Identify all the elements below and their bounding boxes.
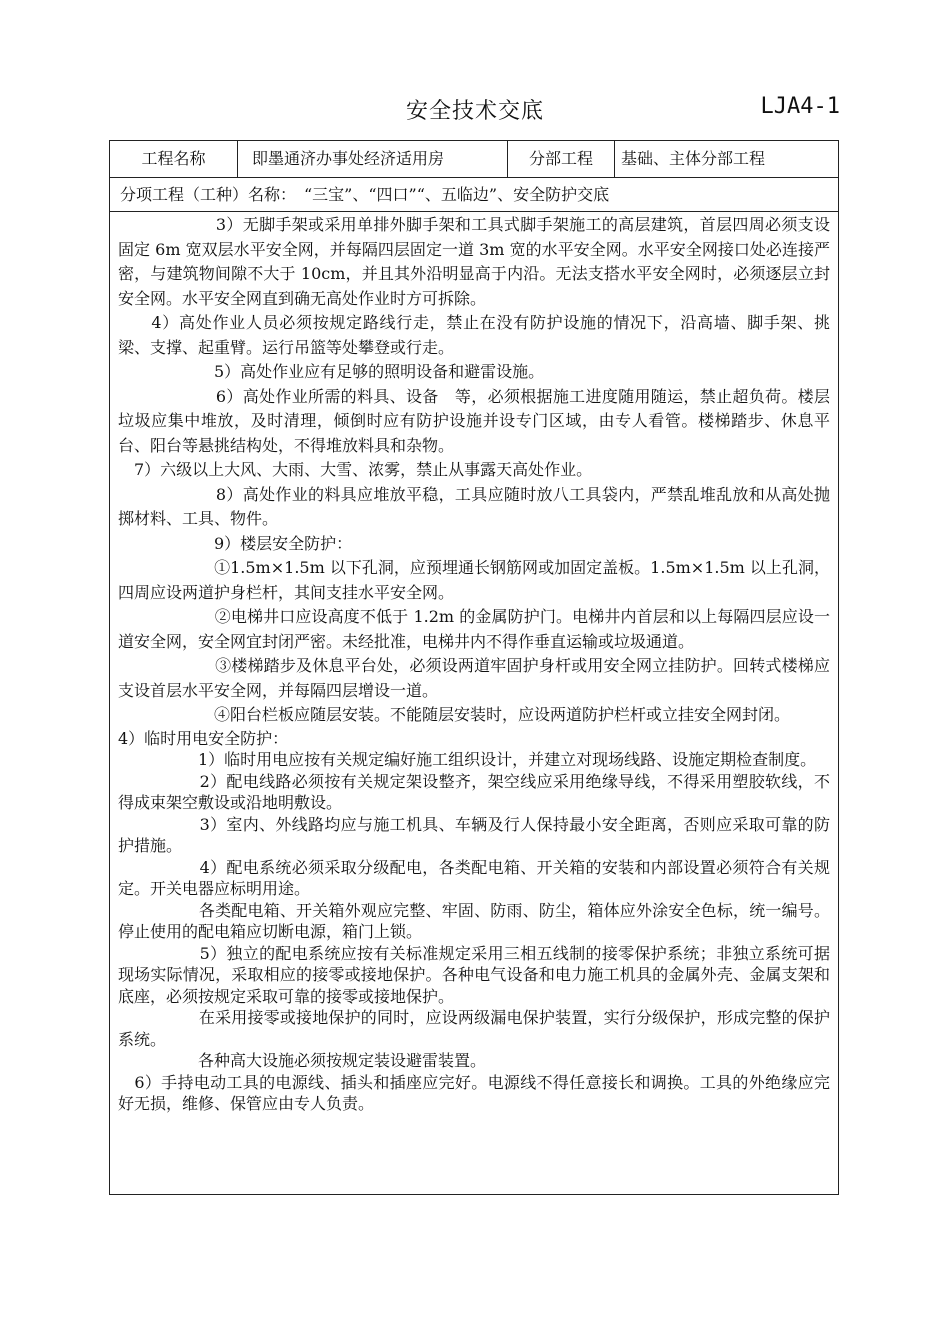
paragraph: 8）高处作业的料具应堆放平稳，工具应随时放八工具袋内，严禁乱堆乱放和从高处抛掷材料、工具、物件。 — [118, 484, 830, 528]
subproject-value: 基础、主体分部工程 — [621, 149, 766, 168]
subproject-label: 分部工程 — [508, 141, 615, 177]
paragraph: 6）高处作业所需的料具、设备 等，必须根据施工进度随用随运，禁止超负荷。楼层垃圾应集中堆放，及时清理，倾倒时应有防护设施并设专门区域，由专人看管。楼梯踏步、休息平台、阳台等悬挑结构处，不得堆放料具和杂物。 — [118, 386, 830, 455]
project-name-value: 即墨通济办事处经济适用房 — [238, 141, 508, 177]
paragraph: 各类配电箱、开关箱外观应完整、牢固、防雨、防尘，箱体应外涂安全色标，统一编号。停止使用的配电箱应切断电源，箱门上锁。 — [118, 900, 830, 941]
paragraph: 在采用接零或接地保护的同时，应设两级漏电保护装置，实行分级保护，形成完整的保护系统。 — [118, 1008, 830, 1049]
paragraph: ③楼梯踏步及休息平台处，必须设两道牢固护身杆或用安全网立挂防护。回转式楼梯应支设首层水平安全网，并每隔四层增设一道。 — [118, 656, 830, 700]
disclosure-table — [109, 140, 839, 1195]
paragraph: 3）无脚手架或采用单排外脚手架和工具式脚手架施工的高层建筑，首层四周必须支设固定 6m 宽双层水平安全网，并每隔四层固定一道 3m 宽的水平安全网。水平安全网接口处必连接严密，与建筑物间隙不大于 10cm，并且其外沿明显高于内沿。无法支搭水平安全网时，必须逐层立封安全网。水平安全网直到确无高处作业时方可拆除。 — [118, 215, 830, 308]
paragraph: 5）独立的配电系统应按有关标准规定采用三相五线制的接零保护系统；非独立系统可据现场实际情况，采取相应的接零或接地保护。各种电气设备和电力施工机具的金属外壳、金属支架和底座，必须按规定采取可靠的接零或接地保护。 — [118, 943, 830, 1006]
item-name-row: 分项工程（工种）名称： “三宝”、“四口”“、五临边”、安全防护交底 — [110, 178, 838, 212]
paragraph: 7）六级以上大风、大雨、大雪、浓雾，禁止从事露天高处作业。 — [118, 460, 593, 479]
document-code: LJA4-1 — [760, 94, 840, 119]
paragraph: 4）高处作业人员必须按规定路线行走，禁止在没有防护设施的情况下，沿高墙、脚手架、挑梁、支撑、起重臂。运行吊篮等处攀登或行走。 — [118, 313, 830, 357]
document-title: 安全技术交底 — [405, 99, 544, 124]
paragraph: 6）手持电动工具的电源线、插头和插座应完好。电源线不得任意接长和调换。工具的外绝缘应完好无损，维修、保管应由专人负责。 — [118, 1072, 830, 1113]
paragraph: ②电梯井口应设高度不低于 1.2m 的金属防护门。电梯井内首层和以上每隔四层应设一道安全网，安全网宜封闭严密。未经批准，电梯井内不得作垂直运输或垃圾通道。 — [118, 607, 830, 651]
paragraph: 各种高大设施必须按规定装设避雷装置。 — [118, 1051, 487, 1070]
project-name-label: 工程名称 — [110, 141, 238, 177]
paragraph: 1）临时用电应按有关规定编好施工组织设计，并建立对现场线路、设施定期检查制度。 — [118, 750, 817, 769]
paragraph: 4）配电系统必须采取分级配电，各类配电箱、开关箱的安装和内部设置必须符合有关规定。开关电器应标明用途。 — [118, 857, 830, 898]
paragraph: 5）高处作业应有足够的照明设备和避雷设施。 — [118, 362, 545, 381]
paragraph: 3）室内、外线路均应与施工机具、车辆及行人保持最小安全距离，否则应采取可靠的防护措施。 — [118, 814, 830, 855]
paragraph: 2）配电线路必须按有关规定架设整齐，架空线应采用绝缘导线，不得采用塑胶软线，不得成束架空敷设或沿地明敷设。 — [118, 771, 830, 812]
paragraph: 4）临时用电安全防护： — [118, 728, 289, 748]
project-row — [110, 141, 838, 178]
paragraph: ①1.5m×1.5m 以下孔洞，应预埋通长钢筋网或加固定盖板。1.5m×1.5m 以上孔洞，四周应设两道护身栏杆，其间支挂水平安全网。 — [118, 558, 830, 602]
paragraph: ④阳台栏板应随层安装。不能随层安装时，应设两道防护栏杆或立挂安全网封闭。 — [118, 705, 791, 724]
paragraph: 9）楼层安全防护： — [118, 533, 353, 553]
disclosure-content — [110, 213, 838, 1115]
